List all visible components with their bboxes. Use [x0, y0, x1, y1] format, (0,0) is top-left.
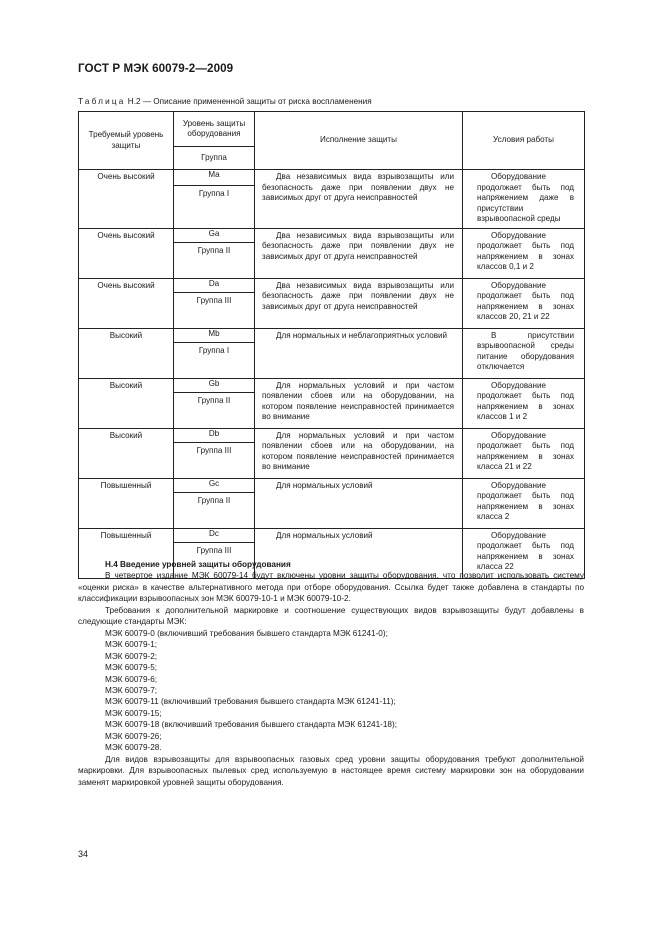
equipment-level-code: Da — [174, 278, 255, 292]
header-conditions: Условия работы — [463, 112, 585, 170]
conditions-cell: В присутствии взрывоопасной среды питание оборудования отключается — [463, 328, 585, 378]
table-row — [79, 278, 585, 292]
standard-list-item: МЭК 60079-0 (включивший требования бывшего стандарта МЭК 61241-0); — [105, 628, 388, 638]
table-row — [79, 478, 585, 492]
protection-level-cell: Высокий — [79, 428, 174, 478]
protection-level-cell: Повышенный — [79, 478, 174, 528]
protection-table — [78, 111, 585, 579]
table-row — [79, 328, 585, 342]
standard-list-item: МЭК 60079-7; — [105, 685, 158, 695]
protection-level-cell: Очень высокий — [79, 170, 174, 229]
header-required-level: Требуемый уровень защиты — [79, 112, 174, 170]
standard-list-item: МЭК 60079-1; — [105, 640, 158, 650]
section-title: Н.4 Введение уровней защиты оборудования — [105, 560, 291, 569]
standard-list-item: МЭК 60079-5; — [105, 663, 158, 673]
protection-level-cell: Очень высокий — [79, 278, 174, 328]
equipment-level-code: Dc — [174, 528, 255, 542]
section-h4 — [78, 559, 584, 788]
execution-cell: Для нормальных условий — [255, 478, 463, 528]
execution-cell: Для нормальных условий и при частом появлении сбоев или на оборудовании, на котором появление неисправностей принимается во внимание — [255, 428, 463, 478]
table-caption-label: Таблица — [78, 97, 126, 106]
conditions-cell: Оборудование продолжает быть под напряжением в зонах класса 21 и 22 — [463, 428, 585, 478]
header-execution: Исполнение защиты — [255, 112, 463, 170]
equipment-group-cell: Группа III — [174, 292, 255, 328]
standard-list-item: МЭК 60079-6; — [105, 674, 158, 684]
table-row — [79, 528, 585, 542]
standard-list-item: МЭК 60079-11 (включивший требования бывшего стандарта МЭК 61241-11); — [105, 697, 396, 707]
table-caption — [78, 97, 372, 106]
execution-cell: Два независимых вида взрывозащиты или безопасность даже при появлении двух не зависимых друг от друга неисправностей — [255, 228, 463, 278]
header-group: Группа — [174, 147, 255, 170]
conditions-cell: Оборудование продолжает быть под напряжением даже в присутствии взрывоопасной среды — [463, 170, 585, 229]
conditions-cell: Оборудование продолжает быть под напряжением в зонах класса 22 — [463, 528, 585, 578]
conditions-cell: Оборудование продолжает быть под напряжением в зонах классов 1 и 2 — [463, 378, 585, 428]
equipment-group-cell: Группа II — [174, 242, 255, 278]
equipment-group-cell: Группа II — [174, 492, 255, 528]
equipment-group-cell: Группа I — [174, 186, 255, 228]
standard-list-item: МЭК 60079-26; — [105, 731, 162, 741]
execution-cell: Для нормальных и неблагоприятных условий — [255, 328, 463, 378]
table-row — [79, 378, 585, 392]
standard-list-item: МЭК 60079-18 (включивший требования бывшего стандарта МЭК 61241-18); — [105, 720, 397, 730]
standard-list-item: МЭК 60079-2; — [105, 651, 158, 661]
equipment-group-cell: Группа III — [174, 542, 255, 578]
standard-list-item: МЭК 60079-15; — [105, 708, 162, 718]
equipment-level-code: Mb — [174, 328, 255, 342]
protection-level-cell: Очень высокий — [79, 228, 174, 278]
conditions-cell: Оборудование продолжает быть под напряжением в зонах классов 20, 21 и 22 — [463, 278, 585, 328]
equipment-group-cell: Группа III — [174, 442, 255, 478]
execution-cell: Два независимых вида взрывозащиты или безопасность даже при появлении двух не зависимых друг от друга неисправностей — [255, 278, 463, 328]
standards-list — [78, 628, 584, 754]
standard-list-item: МЭК 60079-28. — [105, 743, 162, 753]
execution-cell: Два независимых вида взрывозащиты или безопасность даже при появлении двух не зависимых друг от друга неисправностей — [255, 170, 463, 229]
protection-level-cell: Повышенный — [79, 528, 174, 578]
page-header: ГОСТ Р МЭК 60079-2—2009 — [78, 62, 234, 75]
section-paragraph-3: Для видов взрывозащиты для взрывоопасных газовых сред уровни защиты оборудования требуют дополнительной маркировки. Для взрывоопасных пылевых сред используемую в настоящее время систему маркировки зон на оборудовании заменят маркировкой уровней защиты оборудования. — [78, 754, 584, 787]
section-paragraph-1: В четвертое издание МЭК 60079-14 будут включены уровни защиты оборудования, что позволит использовать систему «оценки риска» в качестве альтернативного метода при отборе оборудования. Ссылка будет также добавлена в стандарты по классификации взрывоопасных зон МЭК 60079-10-1 и МЭК 60079-10-2. — [78, 571, 584, 604]
protection-level-cell: Высокий — [79, 378, 174, 428]
table-row — [79, 428, 585, 442]
equipment-group-cell: Группа II — [174, 392, 255, 428]
equipment-level-code: Ма — [174, 170, 255, 186]
execution-cell: Для нормальных условий и при частом появлении сбоев или на оборудовании, на котором появление неисправностей принимается во внимание — [255, 378, 463, 428]
equipment-group-cell: Группа I — [174, 342, 255, 378]
conditions-cell: Оборудование продолжает быть под напряжением в зонах класса 2 — [463, 478, 585, 528]
section-paragraph-2: Требования к дополнительной маркировке и соотношение существующих видов взрывозащиты будут добавлены в следующие стандарты МЭК: — [78, 605, 584, 627]
conditions-cell: Оборудование продолжает быть под напряжением в зонах классов 0,1 и 2 — [463, 228, 585, 278]
equipment-level-code: Db — [174, 428, 255, 442]
table-row — [79, 170, 585, 186]
table-caption-text: Н.2 — Описание примененной защиты от риска воспламенения — [127, 97, 372, 106]
protection-level-cell: Высокий — [79, 328, 174, 378]
table-row — [79, 228, 585, 242]
page-number: 34 — [78, 849, 89, 859]
header-equipment-level: Уровень защиты оборудования — [174, 112, 255, 147]
equipment-level-code: Gc — [174, 478, 255, 492]
table-header-row — [79, 112, 585, 147]
equipment-level-code: Gb — [174, 378, 255, 392]
execution-cell: Для нормальных условий — [255, 528, 463, 578]
equipment-level-code: Ga — [174, 228, 255, 242]
